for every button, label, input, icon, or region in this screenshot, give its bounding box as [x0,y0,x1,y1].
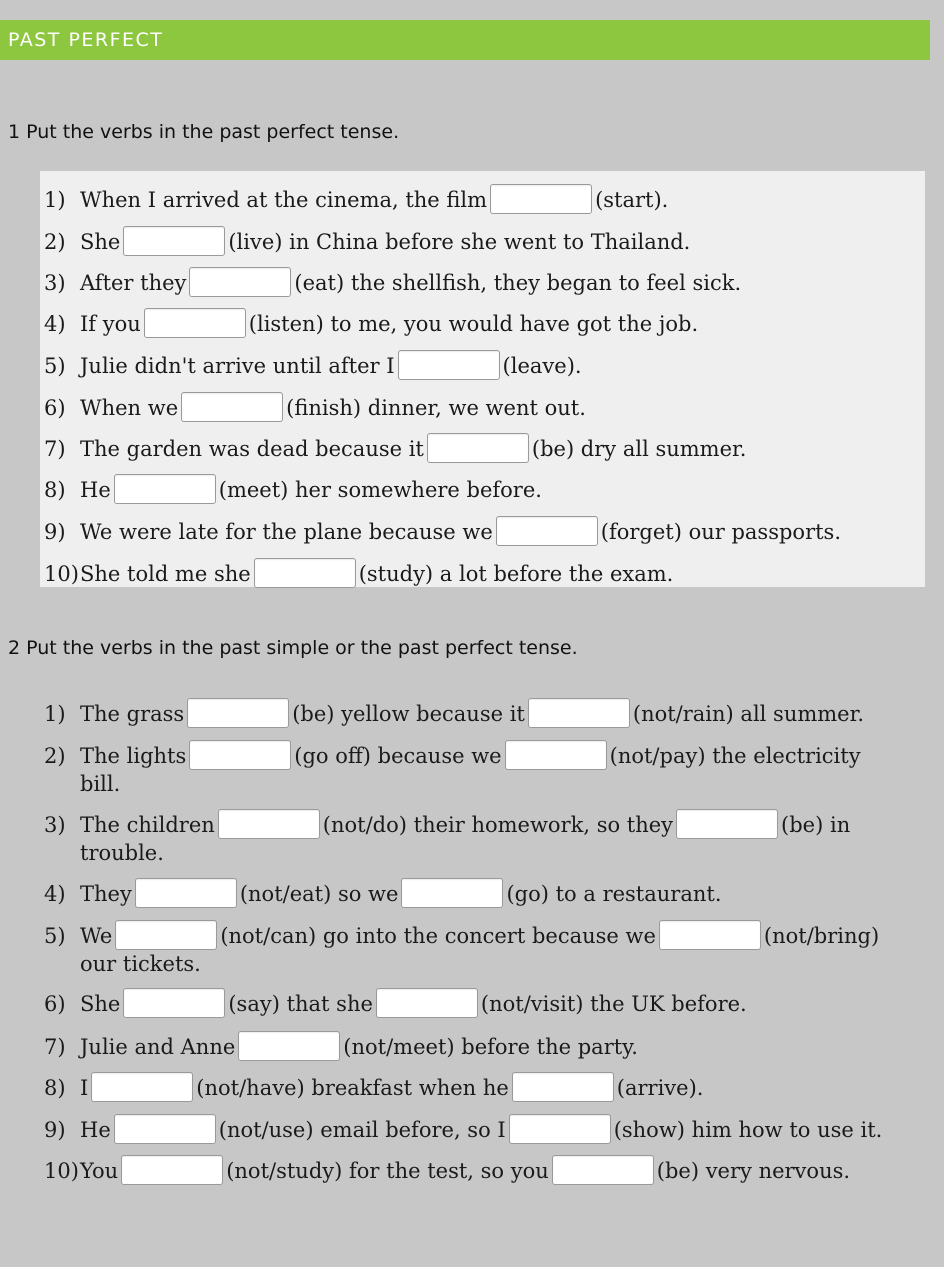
title-banner [0,20,930,60]
sentence-continuation: our tickets. [80,952,201,976]
answer-input[interactable] [123,988,225,1018]
exercise-item [44,878,924,908]
sentence-text: (listen) to me, you would have got the job. [248,312,699,336]
answer-input[interactable] [505,740,607,770]
answer-input[interactable] [401,878,503,908]
sentence-text: He [80,478,111,502]
sentence-text: (be) dry all summer. [531,437,747,461]
sentence-continuation: bill. [80,772,121,796]
sentence-text: We were late for the plane because we [80,520,493,544]
sentence-text: (start). [595,188,669,212]
sentence-text: (eat) the shellfish, they began to feel sick. [294,271,742,295]
sentence-text: The lights [80,744,187,768]
sentence-text: (not/rain) all summer. [632,702,865,726]
sentence-text: (go) to a restaurant. [506,882,722,906]
sentence-text: (not/can) go into the concert because we [220,924,656,948]
sentence-text: The garden was dead because it [80,437,424,461]
sentence-text: (forget) our passports. [600,520,842,544]
sentence-text: You [80,1159,119,1183]
answer-input[interactable] [114,474,216,504]
exercise-item [44,558,924,588]
exercise-item [44,698,924,728]
sentence-text: (not/study) for the test, so you [226,1159,549,1183]
item-number: 6) [44,396,66,420]
answer-input[interactable] [528,698,630,728]
item-number: 8) [44,478,66,502]
page-title: PAST PERFECT [8,29,164,51]
answer-input[interactable] [189,740,291,770]
item-number: 4) [44,312,66,336]
item-number: 1) [44,188,66,212]
exercise-item [44,988,924,1018]
answer-input[interactable] [496,516,598,546]
item-number: 7) [44,437,66,461]
item-number: 9) [44,1118,66,1142]
item-number: 10) [44,1159,79,1183]
answer-input[interactable] [659,920,761,950]
answer-input[interactable] [135,878,237,908]
answer-input[interactable] [254,558,356,588]
answer-input[interactable] [115,920,217,950]
sentence-text: She told me she [80,562,251,586]
exercise-2-title: 2 Put the verbs in the past simple or the past perfect tense. [8,637,578,659]
exercise-item [44,809,924,839]
sentence-text: She [80,230,121,254]
sentence-text: They [80,882,132,906]
exercise-item [44,740,924,770]
item-number: 8) [44,1076,66,1100]
answer-input[interactable] [218,809,320,839]
exercise-item [44,226,924,256]
answer-input[interactable] [398,350,500,380]
answer-input[interactable] [512,1072,614,1102]
exercise-item [44,1155,924,1185]
sentence-text: The grass [80,702,185,726]
exercise-item [44,267,924,297]
sentence-text: (go off) because we [294,744,502,768]
answer-input[interactable] [376,988,478,1018]
answer-input[interactable] [509,1114,611,1144]
exercise-item [44,920,924,950]
sentence-text: (not/eat) so we [239,882,399,906]
item-number: 6) [44,992,66,1016]
exercise-item [44,350,924,380]
sentence-text: (not/bring) [763,924,880,948]
exercise-item [44,308,924,338]
sentence-text: (not/use) email before, so I [218,1118,506,1142]
sentence-text: (show) him how to use it. [613,1118,883,1142]
exercise-1-title: 1 Put the verbs in the past perfect tense. [8,121,400,143]
item-number: 9) [44,520,66,544]
sentence-text: (not/meet) before the party. [343,1035,638,1059]
answer-input[interactable] [123,226,225,256]
item-number: 10) [44,562,79,586]
item-number: 5) [44,924,66,948]
exercise-item [44,1072,924,1102]
sentence-text: (study) a lot before the exam. [358,562,674,586]
sentence-text: After they [80,271,187,295]
sentence-text: (live) in China before she went to Thailand. [228,230,691,254]
sentence-text: (be) in [781,813,851,837]
sentence-text: (be) very nervous. [656,1159,851,1183]
exercise-item [44,184,924,214]
answer-input[interactable] [91,1072,193,1102]
exercise-item [44,392,924,422]
answer-input[interactable] [187,698,289,728]
exercise-item [44,433,924,463]
answer-input[interactable] [189,267,291,297]
item-number: 3) [44,813,66,837]
sentence-text: (say) that she [228,992,373,1016]
item-number: 7) [44,1035,66,1059]
sentence-text: (finish) dinner, we went out. [286,396,586,420]
sentence-text: If you [80,312,141,336]
item-number: 3) [44,271,66,295]
sentence-continuation: trouble. [80,841,164,865]
sentence-text: When we [80,396,179,420]
answer-input[interactable] [552,1155,654,1185]
item-number: 2) [44,230,66,254]
item-number: 2) [44,744,66,768]
exercise-item [44,474,924,504]
item-number: 5) [44,354,66,378]
answer-input[interactable] [121,1155,223,1185]
sentence-text: (leave). [502,354,582,378]
answer-input[interactable] [144,308,246,338]
exercise-item [44,1031,924,1061]
sentence-text: (not/pay) the electricity [609,744,861,768]
sentence-text: (not/visit) the UK before. [480,992,747,1016]
exercise-item [44,1114,924,1144]
answer-input[interactable] [490,184,592,214]
answer-input[interactable] [427,433,529,463]
sentence-text: She [80,992,121,1016]
answer-input[interactable] [181,392,283,422]
sentence-text: (meet) her somewhere before. [218,478,542,502]
exercise-item [44,516,924,546]
sentence-text: (not/do) their homework, so they [322,813,674,837]
sentence-text: Julie didn't arrive until after I [80,354,395,378]
sentence-text: The children [80,813,215,837]
sentence-text: (arrive). [616,1076,704,1100]
sentence-text: We [80,924,113,948]
item-number: 4) [44,882,66,906]
answer-input[interactable] [114,1114,216,1144]
sentence-text: When I arrived at the cinema, the film [80,188,488,212]
sentence-text: I [80,1076,89,1100]
answer-input[interactable] [238,1031,340,1061]
sentence-text: (be) yellow because it [292,702,525,726]
answer-input[interactable] [676,809,778,839]
item-number: 1) [44,702,66,726]
sentence-text: Julie and Anne [80,1035,236,1059]
sentence-text: (not/have) breakfast when he [196,1076,509,1100]
sentence-text: He [80,1118,111,1142]
